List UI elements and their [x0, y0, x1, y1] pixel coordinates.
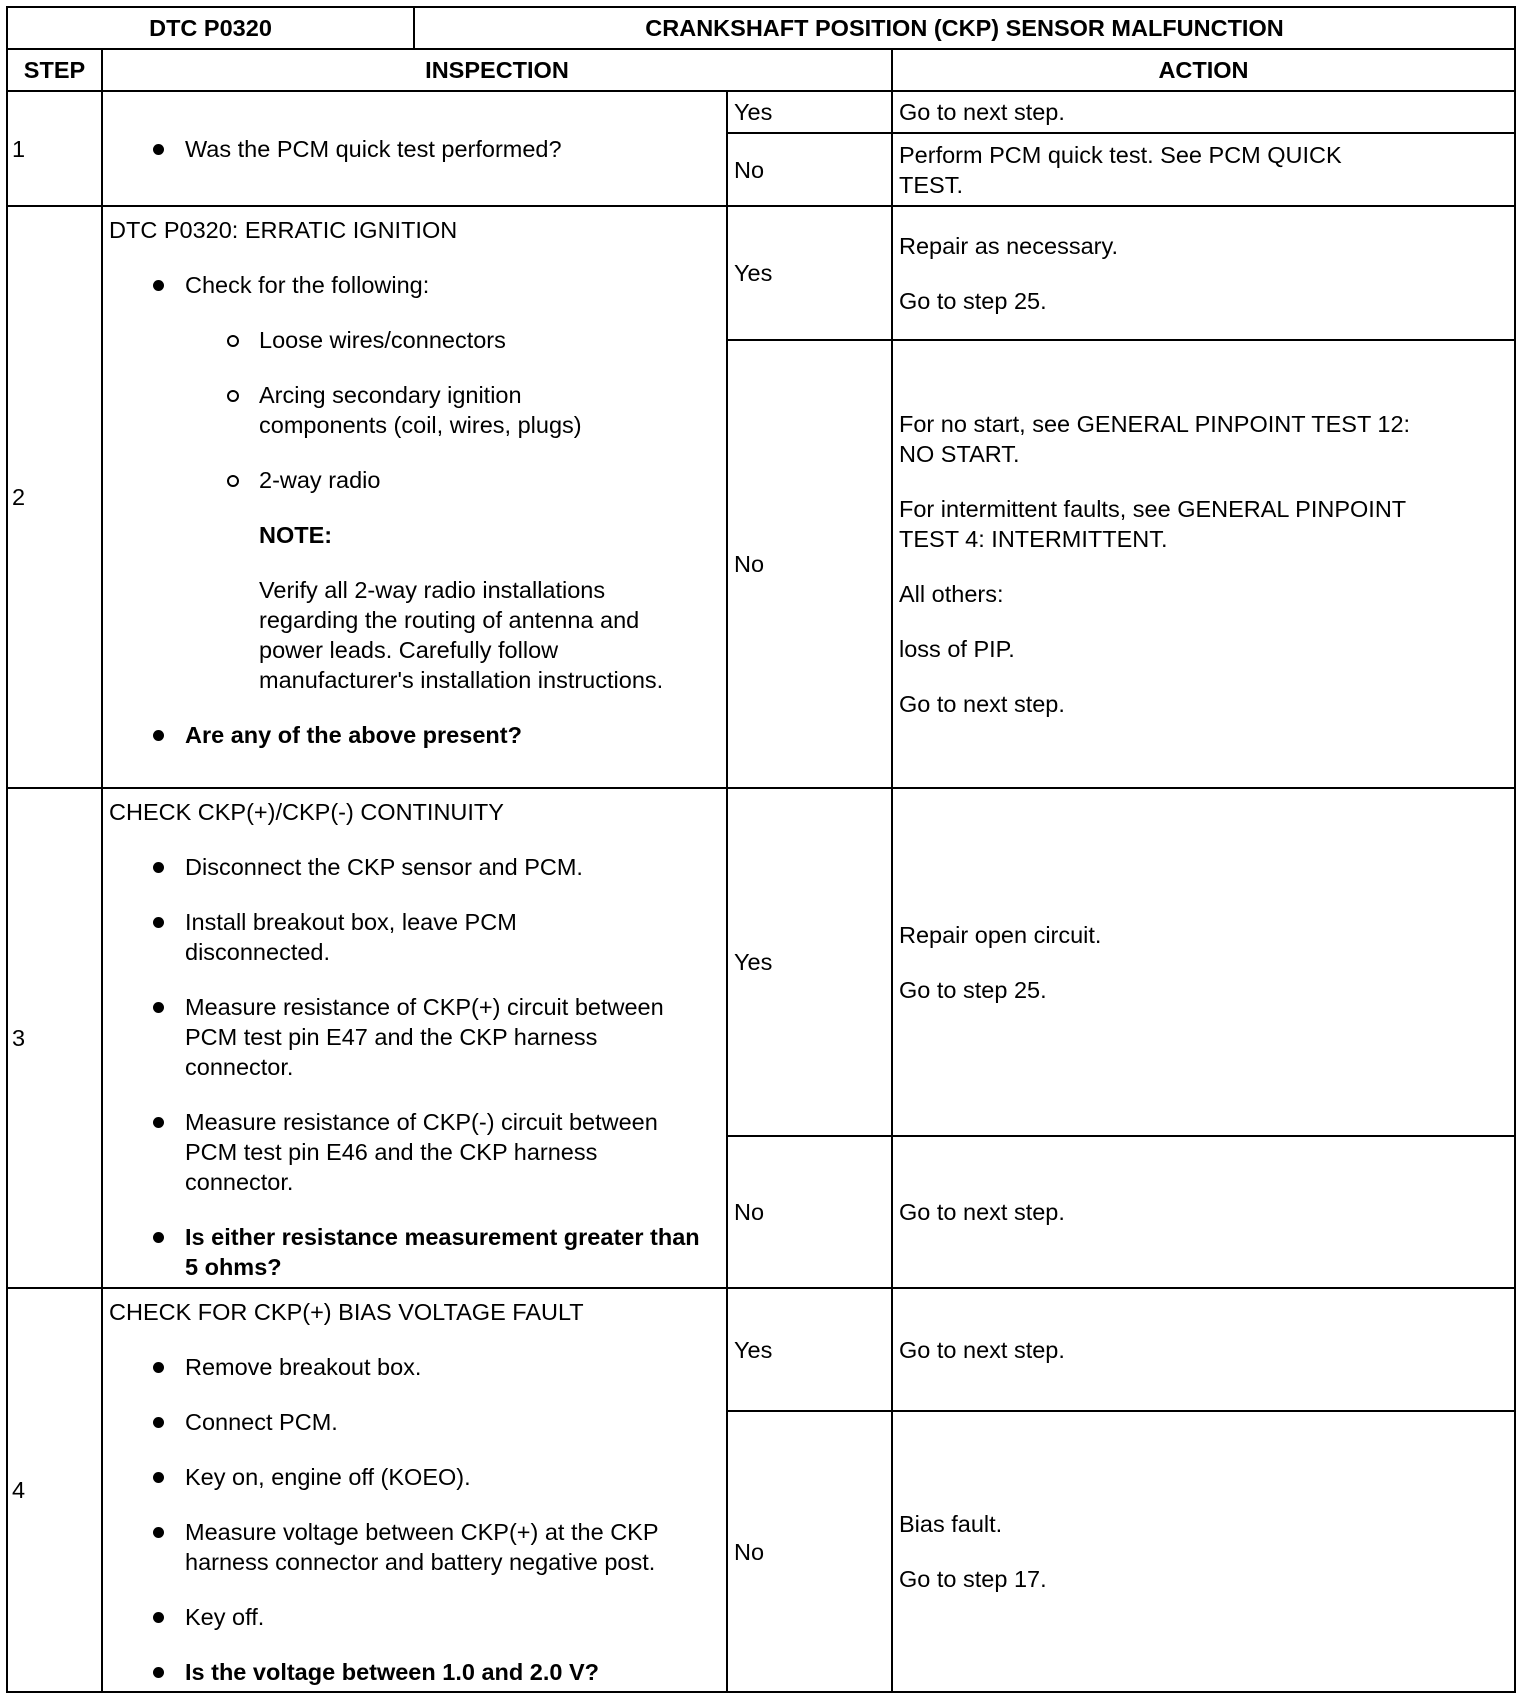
inspection-bullet: Check for the following: — [109, 270, 720, 300]
step-1-inspection — [102, 91, 727, 206]
yes-label: Yes — [727, 206, 892, 340]
yes-action — [892, 206, 1515, 340]
inspection-bullet: Measure voltage between CKP(+) at the CKP harness connector and battery negative post. — [109, 1517, 720, 1577]
step-title: CHECK FOR CKP(+) BIAS VOLTAGE FAULT — [109, 1299, 584, 1325]
step-2-yes-row — [7, 206, 1515, 340]
no-action: Go to next step. — [892, 1136, 1515, 1288]
no-action — [892, 1411, 1515, 1692]
step-number: 3 — [7, 788, 102, 1288]
yes-action: Go to next step. — [892, 91, 1515, 133]
action-line: loss of PIP. — [899, 636, 1015, 662]
step-3-inspection — [102, 788, 727, 1288]
inspection-bullet: Key on, engine off (KOEO). — [109, 1462, 720, 1492]
note-text: Verify all 2-way radio installations regarding the routing of antenna and power leads. Carefully follow manufacturer's installation instructions. — [259, 577, 664, 693]
step-number: 2 — [7, 206, 102, 788]
inspection-bullet: Was the PCM quick test performed? — [109, 134, 720, 164]
inspection-bullet: Measure resistance of CKP(+) circuit between PCM test pin E47 and the CKP harness connector. — [109, 992, 720, 1082]
step-number: 4 — [7, 1288, 102, 1692]
dtc-procedure-table — [6, 6, 1516, 1693]
inspection-question: Are any of the above present? — [109, 720, 720, 750]
yes-label: Yes — [727, 1288, 892, 1411]
inspection-bullet: Measure resistance of CKP(-) circuit between PCM test pin E46 and the CKP harness connector. — [109, 1107, 720, 1197]
action-line: All others: — [899, 581, 1004, 607]
column-header-row — [7, 49, 1515, 91]
no-label: No — [727, 133, 892, 206]
inspection-bullet: Key off. — [109, 1602, 720, 1632]
dtc-title: CRANKSHAFT POSITION (CKP) SENSOR MALFUNCTION — [414, 7, 1515, 49]
action-line: Repair open circuit. — [899, 921, 1102, 948]
action-line: Go to step 25. — [899, 287, 1047, 314]
step-title: DTC P0320: ERRATIC IGNITION — [109, 217, 458, 243]
action-line: Bias fault. — [899, 1511, 1003, 1538]
title-row — [7, 7, 1515, 49]
note-label: NOTE: — [259, 522, 333, 548]
action-line: For no start, see GENERAL PINPOINT TEST 12: NO START. — [899, 411, 1411, 467]
inspection-question: Is either resistance measurement greater than 5 ohms? — [109, 1222, 720, 1282]
yes-action — [892, 788, 1515, 1136]
step-3-yes-row — [7, 788, 1515, 1136]
action-line: Go to step 25. — [899, 976, 1047, 1003]
inspection-bullet: Connect PCM. — [109, 1407, 720, 1437]
inspection-bullet: Disconnect the CKP sensor and PCM. — [109, 852, 720, 882]
col-step-header: STEP — [7, 49, 102, 91]
no-action — [892, 340, 1515, 788]
yes-label: Yes — [727, 91, 892, 133]
action-line: For intermittent faults, see GENERAL PINPOINT TEST 4: INTERMITTENT. — [899, 496, 1406, 552]
inspection-sub-bullet: 2-way radio — [109, 465, 720, 495]
action-line: Go to step 17. — [899, 1566, 1047, 1593]
no-label: No — [727, 340, 892, 788]
inspection-bullet: Install breakout box, leave PCM disconnected. — [109, 907, 720, 967]
no-action: Perform PCM quick test. See PCM QUICK TEST. — [892, 133, 1515, 206]
step-1-yes-row — [7, 91, 1515, 133]
col-action-header: ACTION — [892, 49, 1515, 91]
col-inspection-header: INSPECTION — [102, 49, 892, 91]
step-2-inspection — [102, 206, 727, 788]
no-label: No — [727, 1136, 892, 1288]
inspection-sub-bullet: Arcing secondary ignition components (coil, wires, plugs) — [109, 380, 720, 440]
yes-action: Go to next step. — [892, 1288, 1515, 1411]
inspection-bullet: Remove breakout box. — [109, 1352, 720, 1382]
step-number: 1 — [7, 91, 102, 206]
inspection-sub-bullet: Loose wires/connectors — [109, 325, 720, 355]
dtc-code: DTC P0320 — [7, 7, 414, 49]
step-4-yes-row — [7, 1288, 1515, 1411]
yes-label: Yes — [727, 788, 892, 1136]
action-line: Repair as necessary. — [899, 232, 1118, 259]
step-4-inspection — [102, 1288, 727, 1692]
step-title: CHECK CKP(+)/CKP(-) CONTINUITY — [109, 799, 504, 825]
no-label: No — [727, 1411, 892, 1692]
inspection-question: Is the voltage between 1.0 and 2.0 V? — [109, 1657, 720, 1687]
action-line: Go to next step. — [899, 691, 1065, 717]
